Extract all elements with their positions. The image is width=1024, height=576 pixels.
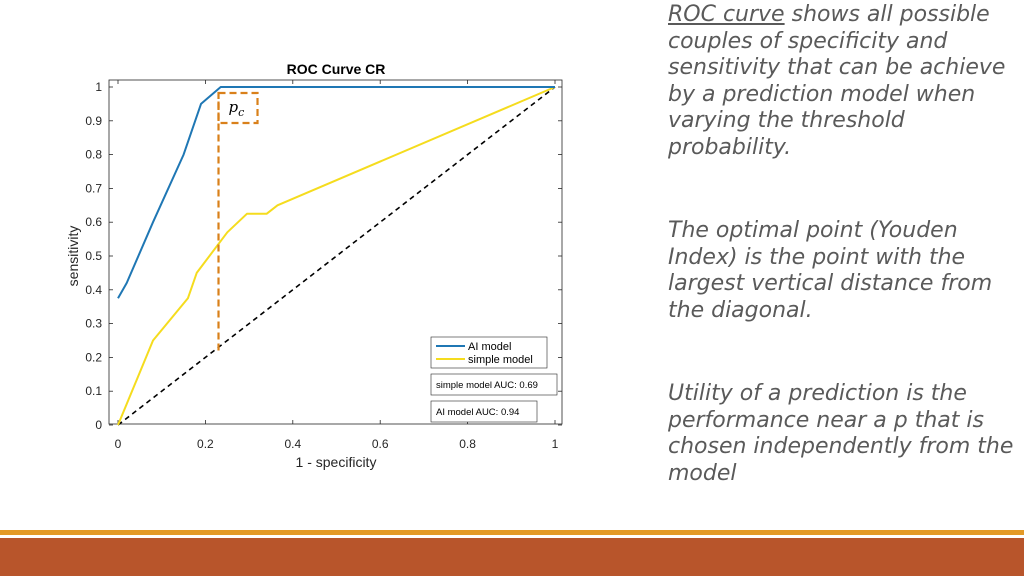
x-tick-label: 0.4 bbox=[284, 437, 302, 451]
x-tick-label: 0.8 bbox=[459, 437, 476, 451]
footer-accent-line bbox=[0, 530, 1024, 535]
y-tick-label: 0.7 bbox=[85, 181, 102, 196]
annotation-simple-model-auc: simple model AUC: 0.69 bbox=[436, 380, 538, 391]
y-tick-label: 0.5 bbox=[85, 249, 102, 263]
y-tick-label: 0.3 bbox=[85, 316, 102, 331]
y-tick-label: 0.9 bbox=[85, 113, 102, 128]
y-tick-label: 0.4 bbox=[85, 282, 102, 297]
utility-description: Utility of a prediction is the performance near a p that is chosen independently from the model bbox=[668, 381, 1014, 486]
x-axis-label: 1 - specificity bbox=[295, 454, 377, 470]
legend-label-simple-model: simple model bbox=[468, 354, 533, 366]
y-tick-label: 0.2 bbox=[85, 350, 102, 365]
optimal-point-label-subscript: c bbox=[238, 106, 245, 119]
roc-description bbox=[668, 2, 1018, 161]
optimal-point-label: $p_c$ bbox=[228, 98, 245, 119]
y-tick-label: 0 bbox=[95, 418, 102, 432]
chart-title: ROC Curve CR bbox=[286, 61, 386, 77]
y-tick-label: 0.8 bbox=[85, 147, 102, 162]
plot-frame bbox=[109, 80, 562, 424]
explanation-panel bbox=[668, 2, 1018, 487]
y-axis-label: sensitivity bbox=[65, 225, 81, 287]
x-tick-label: 0 bbox=[114, 437, 122, 451]
annotation-ai-model-auc: AI model AUC: 0.94 bbox=[436, 407, 520, 418]
legend-label-ai-model: AI model bbox=[468, 341, 512, 353]
x-tick-label: 0.6 bbox=[371, 437, 389, 451]
roc-description-text: shows all possible couples of specificity and sensitivity that can be achieve by a prediction model when varying the threshold probability. bbox=[668, 2, 1006, 160]
y-tick-label: 0.6 bbox=[85, 215, 102, 230]
y-tick-label: 1 bbox=[95, 80, 102, 94]
y-tick-label: 0.1 bbox=[85, 384, 102, 399]
youden-description: The optimal point (Youden Index) is the point with the largest vertical distance from the diagonal. bbox=[668, 218, 993, 323]
x-tick-label: 0.2 bbox=[197, 437, 214, 451]
legend bbox=[431, 337, 547, 368]
x-tick-label: 1 bbox=[551, 437, 559, 451]
roc-curve-link[interactable]: ROC curve bbox=[668, 2, 785, 27]
footer-band bbox=[0, 538, 1024, 576]
